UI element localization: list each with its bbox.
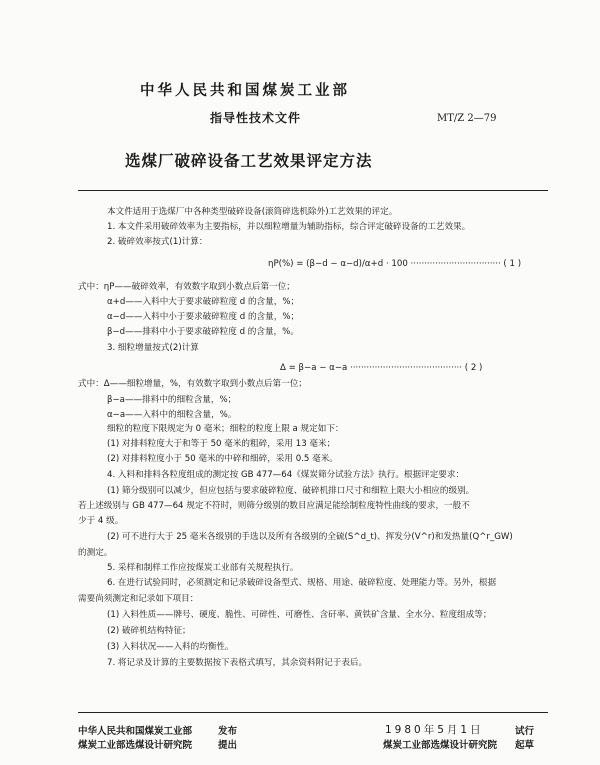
page-title: 选煤厂破碎设备工艺效果评定方法	[125, 152, 373, 170]
item-2: 2. 破碎效率按式(1)计算：	[107, 237, 208, 247]
formula-1: ηP(%) = (β−d − α−d)/α+d · 100 ································· ( 1 )	[268, 259, 522, 269]
drafter-action: 起草	[515, 740, 535, 751]
implementation-date: 1980年5月1日	[385, 724, 484, 736]
proposer-action: 提出	[218, 740, 238, 751]
issuer-action: 发布	[218, 726, 238, 737]
item-4-1-line-a: (1) 筛分级别可以减少，但应包括与要求破碎粒度、破碎机排口尺寸和细粒上限大小相应的级别。	[107, 486, 475, 496]
document-type: 指导性技术文件	[210, 111, 302, 125]
trial-label: 试行	[515, 726, 535, 737]
definition-beta-a: β−a——排料中的细粒含量，%；	[107, 395, 237, 405]
item-1: 1. 本文件采用破碎效率为主要指标，并以细粒增量为辅助指标，综合评定破碎设备的工艺效果。	[107, 222, 471, 232]
definition-alpha-a: α−a——入料中的细粒含量，%。	[107, 410, 237, 420]
definition-beta-minus-d: β−d——排料中小于要求破碎粒度 d 的含量，%。	[107, 327, 299, 337]
fine-limit-text: 细粒的粒度下限规定为 0 毫米；细粒的粒度上限 a 规定如下：	[107, 424, 344, 434]
where-2: 式中：Δ——细粒增量，%，有效数字取到小数点后第一位；	[78, 379, 307, 389]
ministry-heading: 中华人民共和国煤炭工业部	[140, 83, 350, 99]
item-6-line-a: 6. 在进行试验同时，必须测定和记录破碎设备型式、规格、用途、破碎粒度、处理能力等。另外，根据	[107, 578, 497, 588]
document-code: MT/Z 2—79	[437, 113, 497, 124]
fine-limit-2: (2) 对排料粒度小于 50 毫米的中碎和细碎，采用 0.5 毫米。	[107, 454, 338, 464]
item-4-2-line-a: (2) 可不进行大于 25 毫米各级别的手选以及所有各级别的全硫(S^d_t)、挥发分(V^r)和发热量(Q^r_GW)	[107, 532, 513, 542]
item-6-line-b: 需要尚须测定和记录如下项目：	[78, 594, 199, 604]
item-4-1-line-b: 若上述级别与 GB 477—64 规定不符时，则筛分级别的数目应满足能绘制粒度特性曲线的要求，一般不	[78, 501, 470, 511]
intro-paragraph: 本文件适用于选煤厂中各种类型破碎设备(滚筒碎选机除外)工艺效果的评定。	[107, 207, 398, 217]
item-4: 4. 入料和排料各粒度组成的测定按 GB 477—64《煤炭筛分试验方法》执行。根据评定要求：	[107, 470, 465, 480]
item-5: 5. 采样和制样工作应按煤炭工业部有关规程执行。	[107, 563, 299, 573]
where-1: 式中：ηP——破碎效率，有效数字取到小数点后第一位；	[78, 282, 295, 292]
proposer-org: 煤炭工业部选煤设计研究院	[78, 740, 193, 751]
item-3: 3. 细粒增量按式(2)计算	[107, 343, 199, 353]
item-4-1-line-c: 少于 4 级。	[78, 516, 124, 526]
item-6-2: (2) 破碎机结构特征；	[107, 626, 191, 636]
fine-limit-1: (1) 对排料粒度大于和等于 50 毫米的粗碎，采用 13 毫米；	[107, 439, 336, 449]
top-divider	[78, 190, 548, 191]
item-6-3: (3) 入料状况——入料的均衡性。	[107, 642, 234, 652]
item-6-1: (1) 入料性质——牌号、硬度、脆性、可碎性、可磨性、含矸率、黄铁矿含量、全水分、粒度组成等；	[107, 610, 492, 620]
formula-2: Δ = β−a − α−a ········································· ( 2 )	[280, 363, 483, 373]
drafter-org: 煤炭工业部选煤设计研究院	[383, 740, 498, 751]
definition-alpha-minus-d: α−d——入料中小于要求破碎粒度 d 的含量，%；	[107, 312, 300, 322]
bottom-divider	[78, 712, 548, 713]
definition-alpha-plus-d: α+d——入料中大于要求破碎粒度 d 的含量，%；	[107, 297, 300, 307]
issuer-org: 中华人民共和国煤炭工业部	[78, 726, 193, 737]
item-7: 7. 将记录及计算的主要数据按下表格式填写，其余资料附记于表后。	[107, 658, 368, 668]
item-4-2-line-b: 的测定。	[78, 548, 113, 558]
